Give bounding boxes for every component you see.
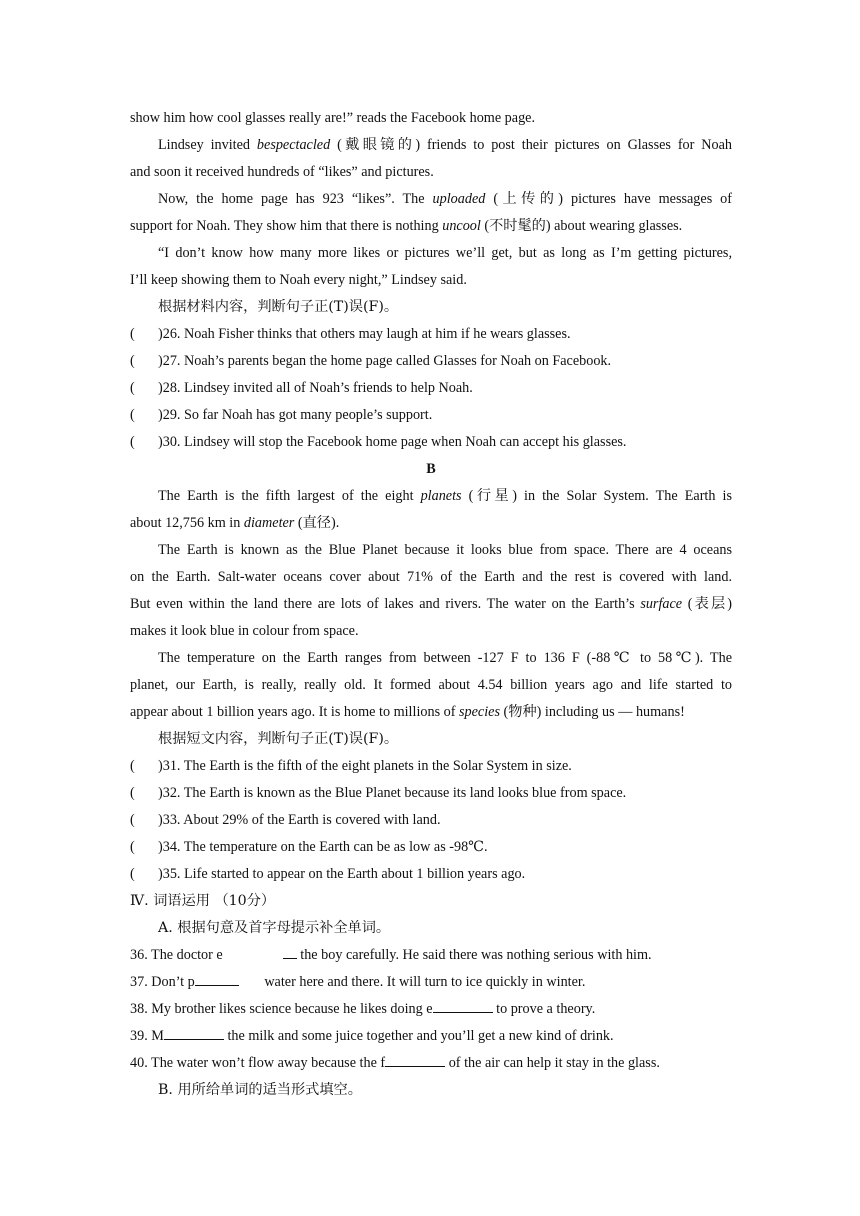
text: (不时髦的) about wearing glasses. xyxy=(480,218,683,234)
text: The Earth is known as the Blue Planet because it looks blue from space. There are 4 oceans xyxy=(158,542,732,558)
question-text: 36. The doctor e xyxy=(130,947,223,963)
passage-b-line xyxy=(158,648,732,668)
text: (行星) in the Solar System. The Earth is xyxy=(461,488,732,504)
question-text: )35. Life started to appear on the Earth about 1 billion years ago. xyxy=(158,866,526,882)
passage-a-line xyxy=(130,216,732,236)
emphasis-word: diameter xyxy=(243,515,295,531)
question-33[interactable] xyxy=(130,810,732,830)
question-text: )33. About 29% of the Earth is covered with land. xyxy=(158,812,441,828)
emphasis-word: uploaded xyxy=(432,191,486,207)
emphasis-word: planets xyxy=(420,488,462,504)
text: But even within the land there are lots of lakes and rivers. The water on the Earth’s xyxy=(130,596,641,612)
question-30[interactable] xyxy=(130,432,732,452)
question-text: 40. The water won’t flow away because the f xyxy=(130,1055,386,1071)
answer-paren[interactable]: ( xyxy=(130,785,135,801)
question-text: )27. Noah’s parents began the home page called Glasses for Noah on Facebook. xyxy=(158,353,612,369)
question-27[interactable] xyxy=(130,351,732,371)
passage-a-line xyxy=(158,243,732,263)
text: planet, our Earth, is really, really old. It formed about 4.54 billion years ago and life started to xyxy=(130,677,732,693)
instruction-text: 根据短文内容，判断句子正(T)误(F)。 xyxy=(158,731,399,747)
text: makes it look blue in colour from space. xyxy=(130,623,359,639)
answer-paren[interactable]: ( xyxy=(130,812,135,828)
emphasis-word: bespectacled xyxy=(256,137,331,153)
question-text: 38. My brother likes science because he likes doing e xyxy=(130,1001,433,1017)
emphasis-word: uncool xyxy=(442,218,481,234)
text: and soon it received hundreds of “likes” and pictures. xyxy=(130,164,434,180)
emphasis-word: surface xyxy=(640,596,683,612)
passage-a-line xyxy=(158,189,732,209)
instruction xyxy=(158,729,732,749)
text: I’ll keep showing them to Noah every night,” Lindsey said. xyxy=(130,272,467,288)
text: about 12,756 km in xyxy=(130,515,244,531)
text: appear about 1 billion years ago. It is home to millions of xyxy=(130,704,460,720)
question-text: )32. The Earth is known as the Blue Planet because its land looks blue from space. xyxy=(158,785,627,801)
instruction-text: B. 用所给单词的适当形式填空。 xyxy=(158,1082,362,1098)
question-29[interactable] xyxy=(130,405,732,425)
question-28[interactable] xyxy=(130,378,732,398)
question-text: )31. The Earth is the fifth of the eight planets in the Solar System in size. xyxy=(158,758,572,774)
answer-paren[interactable]: ( xyxy=(130,353,135,369)
passage-a-line xyxy=(130,270,732,290)
passage-b-line xyxy=(130,513,732,533)
answer-paren[interactable]: ( xyxy=(130,866,135,882)
answer-blank[interactable] xyxy=(385,1053,445,1067)
question-text: )28. Lindsey invited all of Noah’s friends to help Noah. xyxy=(158,380,473,396)
section-heading-b xyxy=(130,459,732,479)
instruction-text: A. 根据句意及首字母提示补全单词。 xyxy=(158,920,391,936)
question-31[interactable] xyxy=(130,756,732,776)
passage-a-line xyxy=(130,108,732,128)
text: (表层) xyxy=(682,596,732,612)
answer-paren[interactable]: ( xyxy=(130,434,135,450)
text: on the Earth. Salt-water oceans cover about 71% of the Earth and the rest is covered with land. xyxy=(130,569,732,585)
question-text: water here and there. It will turn to ice quickly in winter. xyxy=(260,974,586,990)
emphasis-word: species xyxy=(459,704,500,720)
passage-b-line xyxy=(158,486,732,506)
question-text: the milk and some juice together and you’ll get a new kind of drink. xyxy=(223,1028,614,1044)
part-a-instruction xyxy=(158,918,732,938)
question-text: the boy carefully. He said there was nothing serious with him. xyxy=(296,947,652,963)
passage-b-line xyxy=(130,675,732,695)
question-26[interactable] xyxy=(130,324,732,344)
text: (物种) including us — humans! xyxy=(500,704,685,720)
heading-text: B xyxy=(426,461,436,477)
instruction-text: 根据材料内容，判断句子正(T)误(F)。 xyxy=(158,299,399,315)
question-40 xyxy=(130,1053,732,1073)
section-title-text: Ⅳ. 词语运用 （10分） xyxy=(130,893,276,909)
text: support for Noah. They show him that there is nothing xyxy=(130,218,443,234)
answer-blank[interactable] xyxy=(433,999,493,1013)
answer-blank[interactable] xyxy=(283,945,297,959)
question-text: of the air can help it stay in the glass. xyxy=(445,1055,660,1071)
text: (上传的) pictures have messages of xyxy=(485,191,733,207)
question-32[interactable] xyxy=(130,783,732,803)
question-text: )26. Noah Fisher thinks that others may laugh at him if he wears glasses. xyxy=(158,326,571,342)
passage-b-line xyxy=(130,621,732,641)
text: The Earth is the fifth largest of the eight xyxy=(158,488,421,504)
answer-blank[interactable] xyxy=(195,972,239,986)
text: Lindsey invited xyxy=(158,137,257,153)
passage-b-line xyxy=(130,594,732,614)
text: “I don’t know how many more likes or pictures we’ll get, but as long as I’m getting pictures, xyxy=(158,245,732,261)
section-title xyxy=(130,891,732,911)
answer-blank[interactable] xyxy=(164,1026,224,1040)
question-text: )30. Lindsey will stop the Facebook home page when Noah can accept his glasses. xyxy=(158,434,627,450)
passage-b-line xyxy=(158,540,732,560)
question-35[interactable] xyxy=(130,864,732,884)
part-b-instruction xyxy=(158,1080,732,1100)
question-text: 37. Don’t p xyxy=(130,974,195,990)
answer-paren[interactable]: ( xyxy=(130,326,135,342)
text: (戴眼镜的) friends to post their pictures on Glasses for Noah xyxy=(330,137,732,153)
text: Now, the home page has 923 “likes”. The xyxy=(158,191,433,207)
passage-b-line xyxy=(130,567,732,587)
question-text: )34. The temperature on the Earth can be as low as -98℃. xyxy=(158,839,488,855)
text: (直径). xyxy=(294,515,340,531)
question-text: 39. M xyxy=(130,1028,164,1044)
answer-paren[interactable]: ( xyxy=(130,380,135,396)
text: The temperature on the Earth ranges from between -127 F to 136 F (-88℃ to 58℃). The xyxy=(158,650,732,666)
question-34[interactable] xyxy=(130,837,732,857)
question-39 xyxy=(130,1026,732,1046)
spacer xyxy=(223,946,283,959)
answer-paren[interactable]: ( xyxy=(130,839,135,855)
text: show him how cool glasses really are!” reads the Facebook home page. xyxy=(130,110,536,126)
instruction xyxy=(158,297,732,317)
question-38 xyxy=(130,999,732,1019)
answer-paren[interactable]: ( xyxy=(130,758,135,774)
question-text: )29. So far Noah has got many people’s support. xyxy=(158,407,433,423)
question-37 xyxy=(130,972,732,992)
question-text: to prove a theory. xyxy=(492,1001,596,1017)
passage-a-line xyxy=(158,135,732,155)
answer-paren[interactable]: ( xyxy=(130,407,135,423)
passage-a-line xyxy=(130,162,732,182)
question-36 xyxy=(130,945,732,965)
passage-b-line xyxy=(130,702,732,722)
